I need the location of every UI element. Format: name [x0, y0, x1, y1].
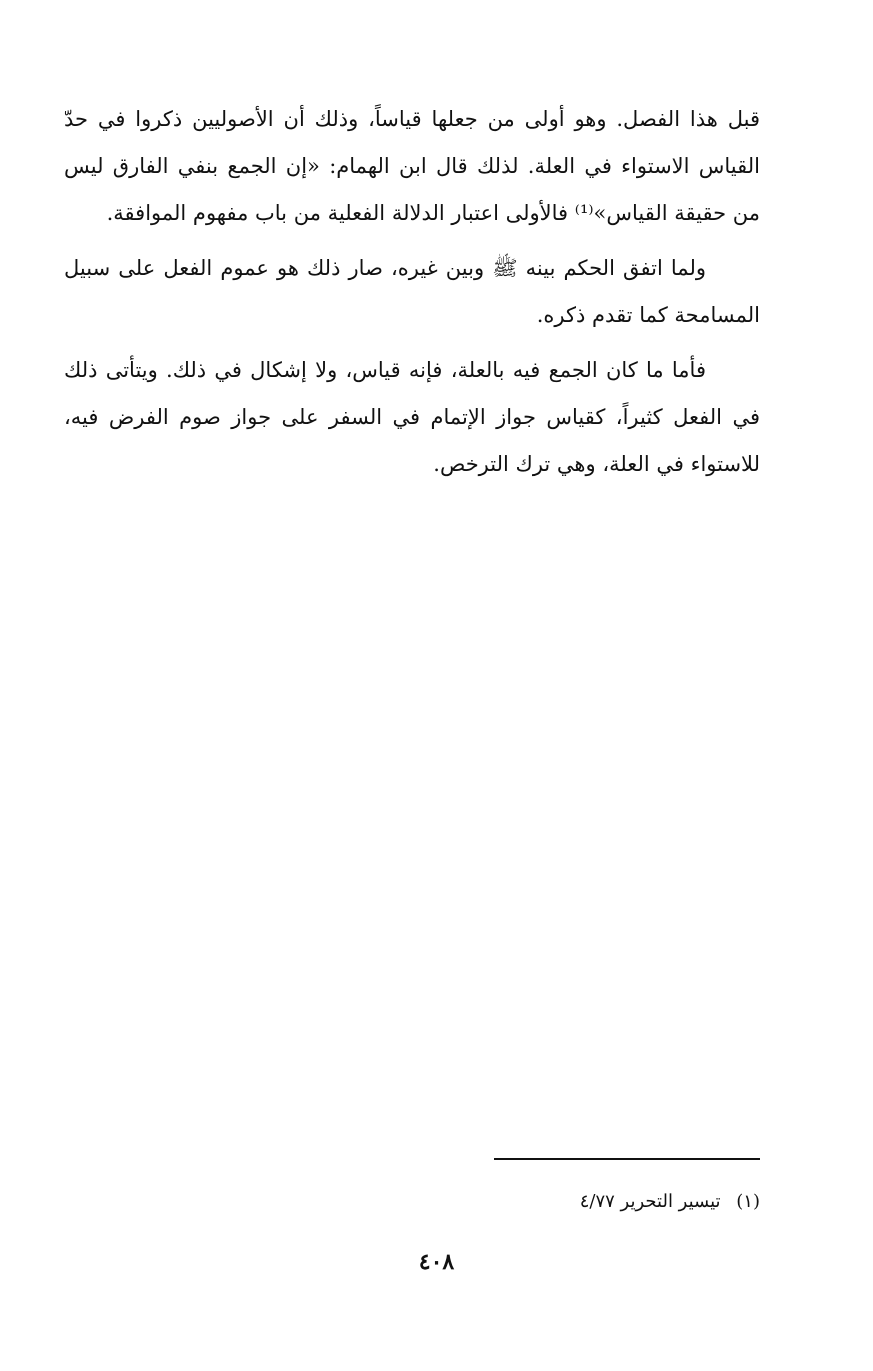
paragraph-1: قبل هذا الفصل. وهو أولى من جعلها قياساً، وذلك أن الأصوليين ذكروا في حدّ القياس الاستواء في العلة. لذلك قال ابن الهمام: «إن الجمع بنفي الفارق ليس من حقيقة القياس»⁽¹⁾ فالأولى اعتبار الدلالة الفعلية من باب مفهوم الموافقة. [64, 107, 760, 225]
main-text [64, 96, 760, 496]
footnote-text: تيسير التحرير ٤/٧٧ [579, 1191, 721, 1212]
paragraph-3: فأما ما كان الجمع فيه بالعلة، فإنه قياس، ولا إشكال في ذلك. ويتأتى ذلك في الفعل كثيراً، كقياس جواز الإتمام في السفر على جواز صوم الفرض فيه، للاستواء في العلة، وهي ترك الترخص. [64, 358, 760, 476]
footnote [580, 1188, 760, 1216]
paragraph-2: ولما اتفق الحكم بينه ﷺ وبين غيره، صار ذلك هو عموم الفعل على سبيل المسامحة كما تقدم ذكره. [64, 256, 760, 327]
footnote-separator [494, 1158, 760, 1160]
page-number: ٤٠٨ [418, 1249, 455, 1275]
footnote-marker: (١) [736, 1191, 760, 1212]
